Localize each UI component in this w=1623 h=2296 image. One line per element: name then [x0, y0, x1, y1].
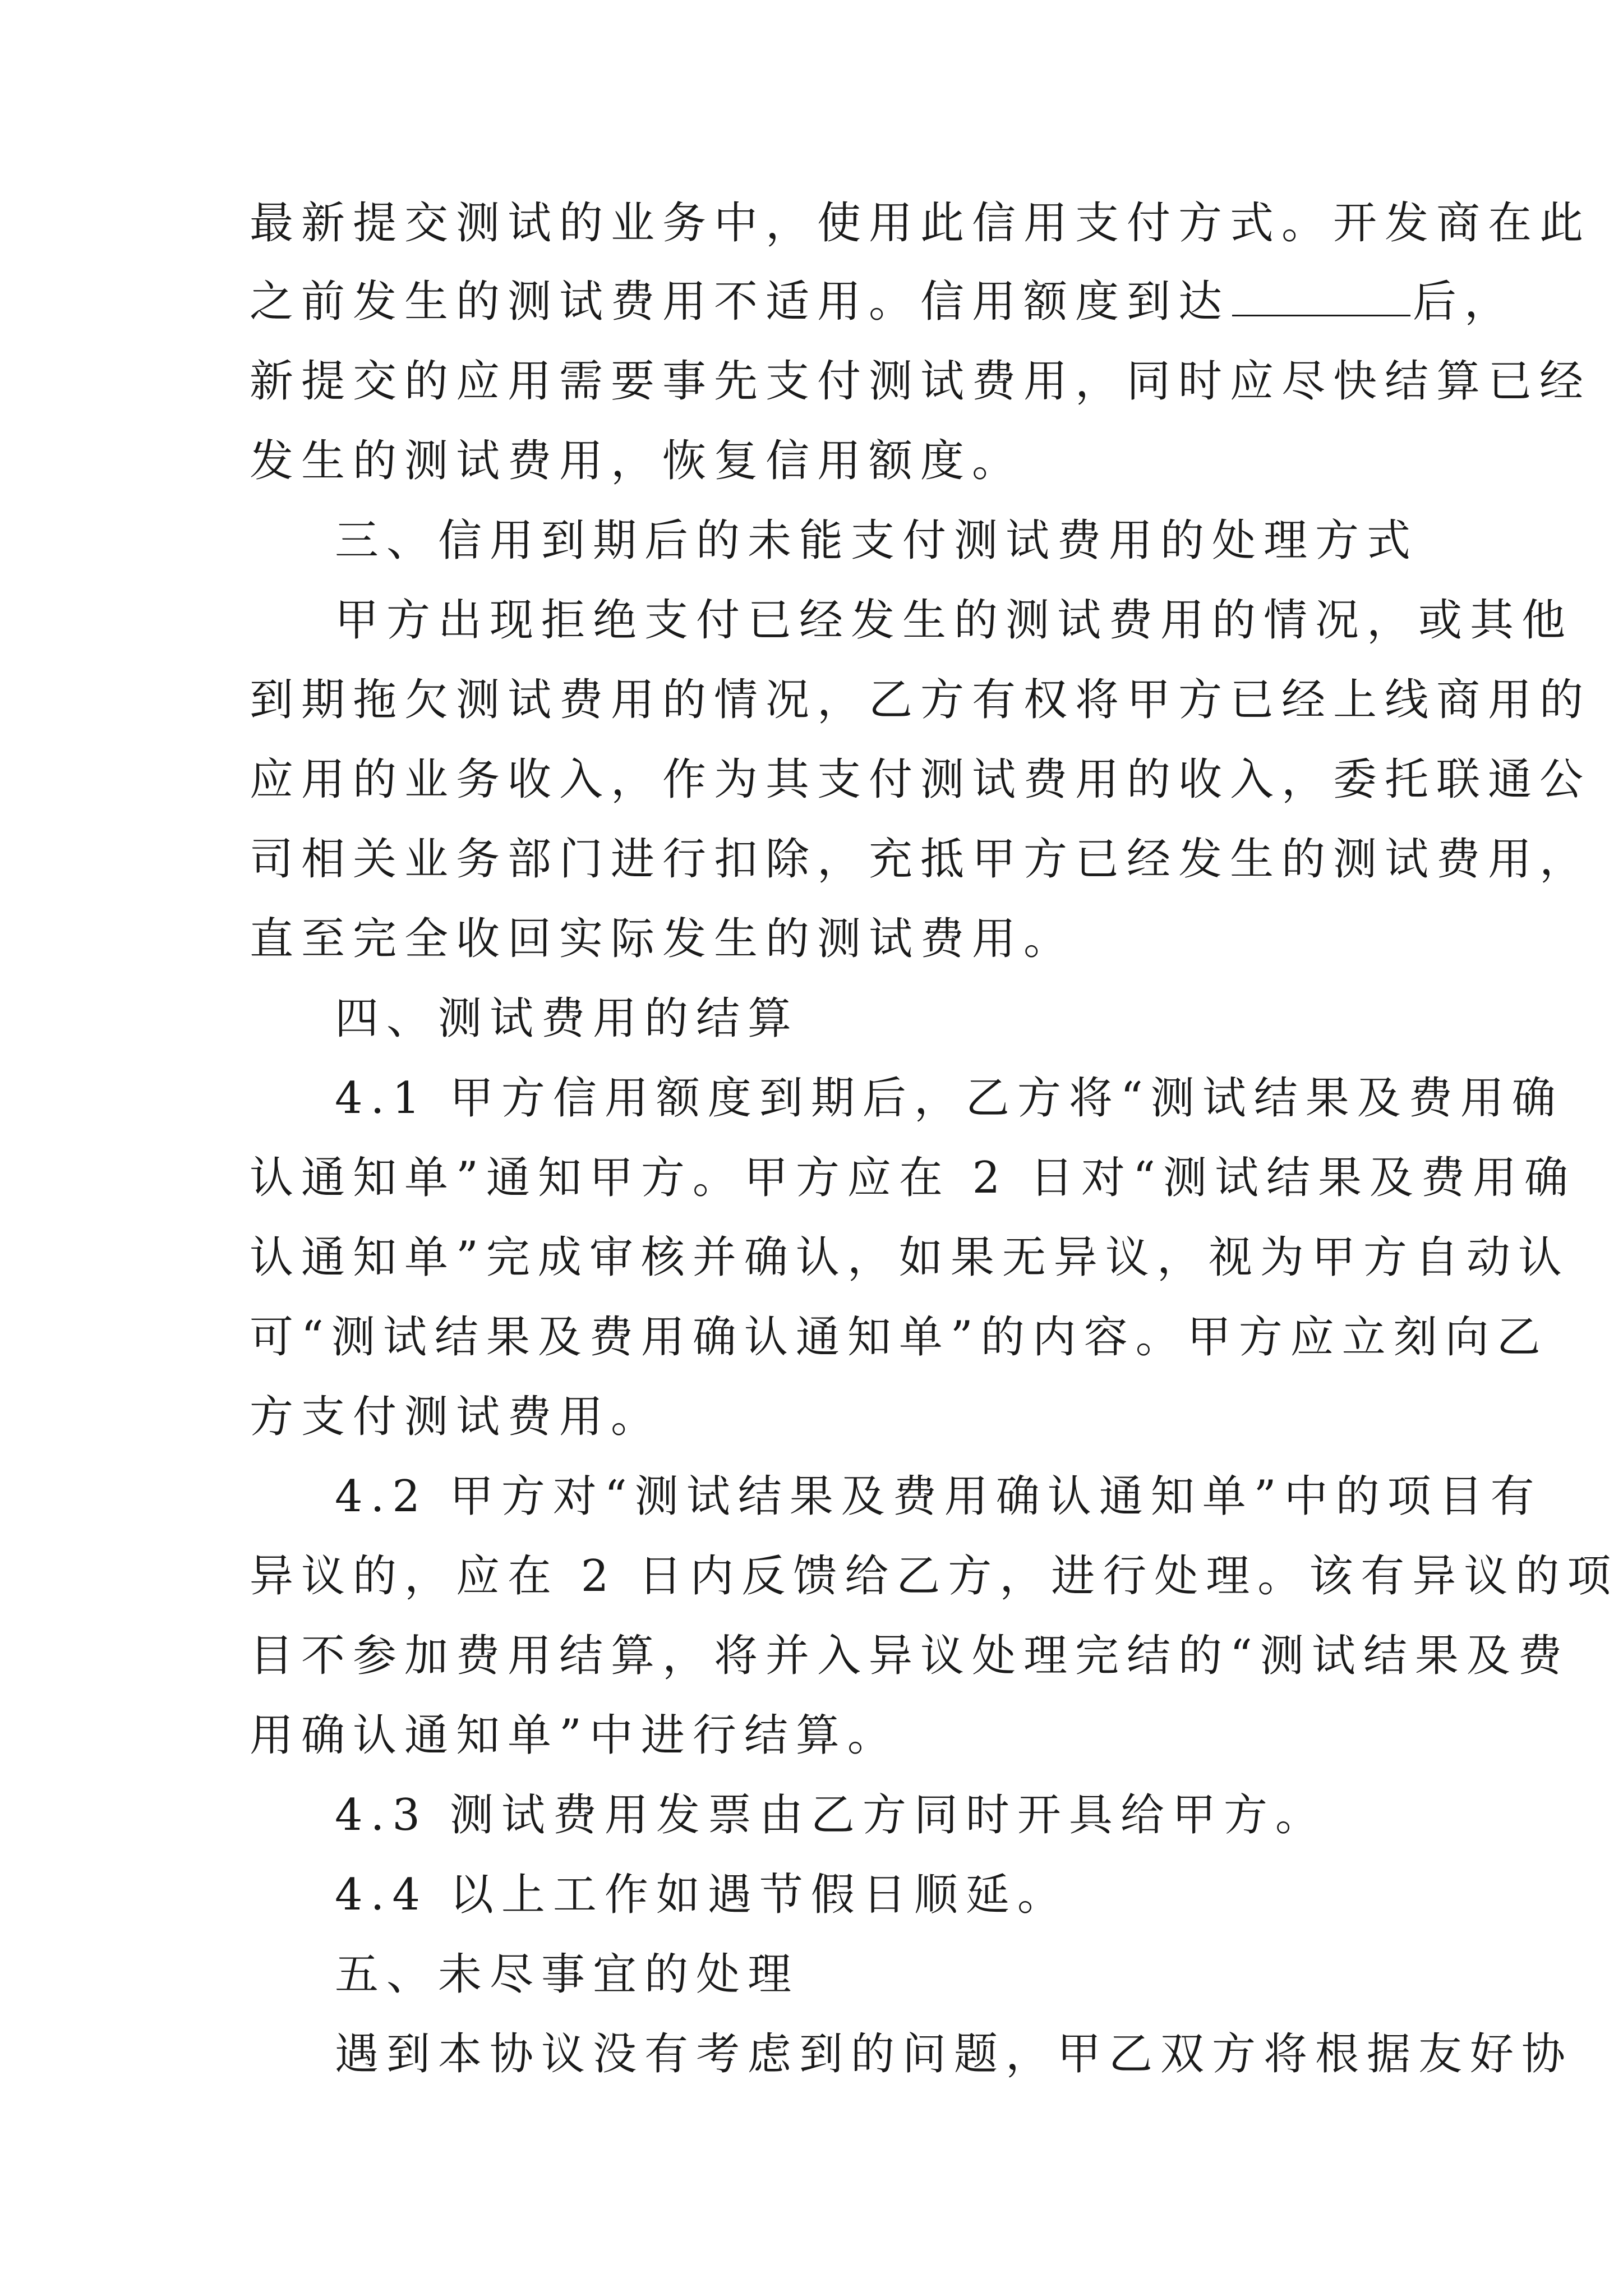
paragraph-line: 4.2 甲方对“测试结果及费用确认通知单”中的项目有 [335, 1471, 1542, 1522]
paragraph-line: 到期拖欠测试费用的情况，乙方有权将甲方已经上线商用的 [250, 675, 1592, 725]
paragraph-line: 异议的，应在 2 日内反馈给乙方，进行处理。该有异议的项 [250, 1551, 1619, 1602]
paragraph-line: 方支付测试费用。 [250, 1392, 663, 1442]
paragraph-line: 用确认通知单”中进行结算。 [250, 1710, 899, 1761]
paragraph-line: 直至完全收回实际发生的测试费用。 [250, 914, 1076, 964]
paragraph-line: 可“测试结果及费用确认通知单”的内容。甲方应立刻向乙 [250, 1312, 1548, 1363]
paragraph-line: 发生的测试费用，恢复信用额度。 [250, 436, 1024, 486]
section-heading-3: 三、信用到期后的未能支付测试费用的处理方式 [335, 516, 1419, 566]
section-heading-4: 四、测试费用的结算 [335, 993, 800, 1044]
paragraph-line: 司相关业务部门进行扣除，充抵甲方已经发生的测试费用， [250, 834, 1592, 885]
line-text: 后， [1413, 277, 1516, 327]
paragraph-line: 遇到本协议没有考虑到的问题，甲乙双方将根据友好协 [335, 2029, 1574, 2079]
line-text: 之前发生的测试费用不适用。信用额度到达 [250, 277, 1230, 327]
fill-in-blank [1232, 275, 1410, 316]
paragraph-line [250, 274, 1516, 330]
paragraph-line: 认通知单”通知甲方。甲方应在 2 日对“测试结果及费用确 [250, 1153, 1576, 1203]
paragraph-line: 甲方出现拒绝支付已经发生的测试费用的情况，或其他 [335, 595, 1574, 646]
paragraph-line: 目不参加费用结算，将并入异议处理完结的“测试结果及费 [250, 1631, 1570, 1681]
paragraph-line: 新提交的应用需要事先支付测试费用，同时应尽快结算已经 [250, 356, 1592, 407]
paragraph-line: 4.3 测试费用发票由乙方同时开具给甲方。 [335, 1790, 1327, 1841]
paragraph-line: 认通知单”完成审核并确认，如果无异议，视为甲方自动认 [250, 1232, 1570, 1283]
paragraph-line: 最新提交测试的业务中，使用此信用支付方式。开发商在此 [250, 198, 1592, 249]
paragraph-line: 4.4 以上工作如遇节假日顺延。 [335, 1870, 1069, 1920]
section-heading-5: 五、未尽事宜的处理 [335, 1949, 800, 2000]
paragraph-line: 应用的业务收入，作为其支付测试费用的收入，委托联通公 [250, 754, 1592, 805]
paragraph-line: 4.1 甲方信用额度到期后，乙方将“测试结果及费用确 [335, 1073, 1564, 1124]
